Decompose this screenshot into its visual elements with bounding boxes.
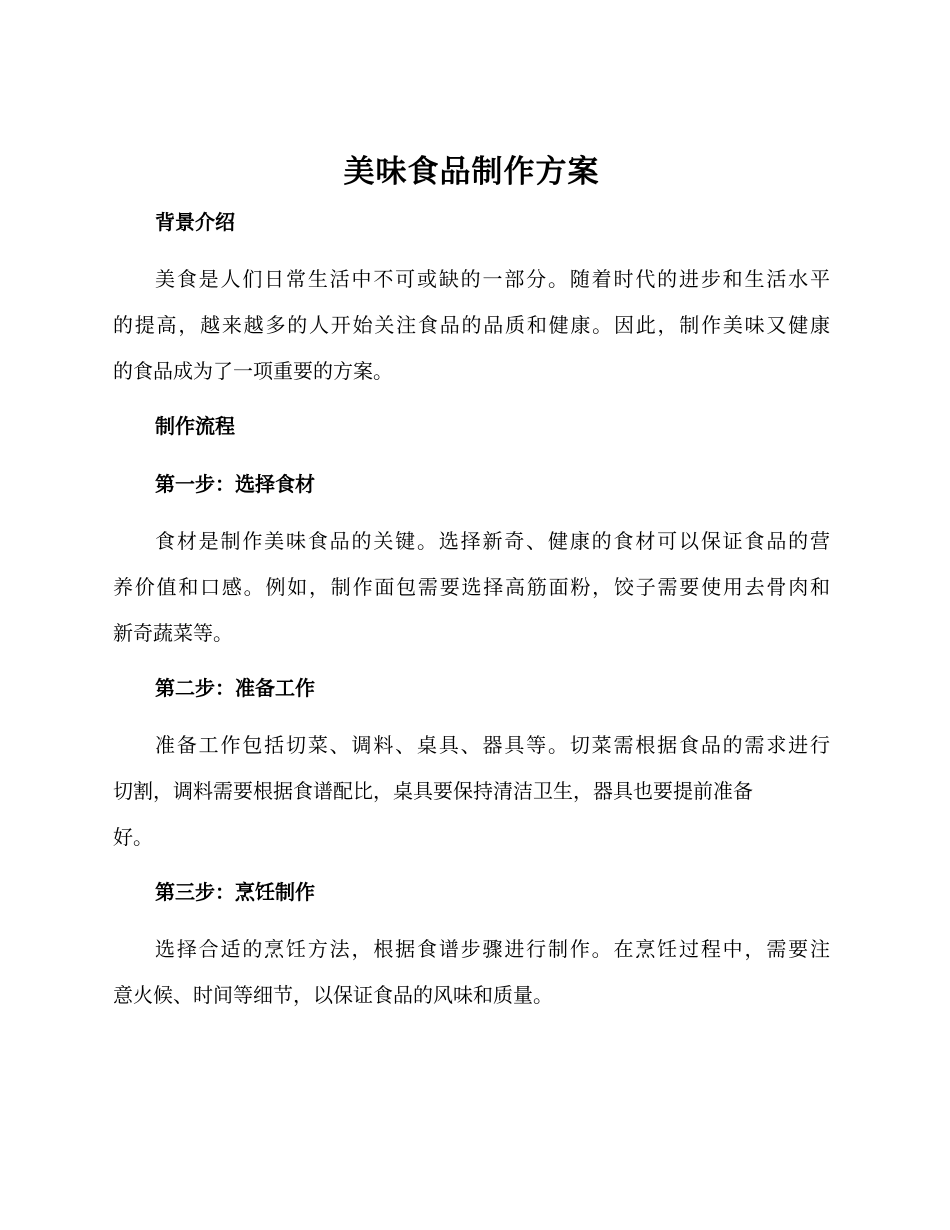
paragraph-step-3 (113, 926, 830, 1018)
section-heading-process: 制作流程 (155, 414, 235, 438)
document-title: 美味食品制作方案 (343, 154, 600, 190)
paragraph-line: 选择合适的烹饪方法，根据食谱步骤进行制作。在烹饪过程中，需要注 (155, 937, 830, 961)
step-heading-2: 第二步：准备工作 (155, 676, 315, 700)
paragraph-step-2 (113, 722, 830, 860)
paragraph-line: 切割，调料需要根据食谱配比，桌具要保持清洁卫生，器具也要提前准备 (113, 779, 753, 803)
paragraph-line: 的食品成为了一项重要的方案。 (113, 359, 393, 383)
paragraph-line: 意火候、时间等细节，以保证食品的风味和质量。 (113, 983, 553, 1007)
paragraph-step-1 (113, 518, 830, 656)
step-heading-3: 第三步：烹饪制作 (155, 880, 315, 904)
paragraph-line: 的提高，越来越多的人开始关注食品的品质和健康。因此，制作美味又健康 (113, 313, 830, 337)
paragraph-line: 食材是制作美味食品的关键。选择新奇、健康的食材可以保证食品的营 (155, 529, 830, 553)
paragraph-line: 新奇蔬菜等。 (113, 621, 233, 645)
paragraph-line: 美食是人们日常生活中不可或缺的一部分。随着时代的进步和生活水平 (155, 267, 830, 291)
step-heading-1: 第一步：选择食材 (155, 472, 315, 496)
paragraph-line: 准备工作包括切菜、调料、桌具、器具等。切菜需根据食品的需求进行 (155, 733, 830, 757)
paragraph-line: 好。 (113, 825, 153, 849)
section-heading-background: 背景介绍 (155, 210, 235, 234)
paragraph-background (113, 256, 830, 394)
paragraph-line: 养价值和口感。例如，制作面包需要选择高筋面粉，饺子需要使用去骨肉和 (113, 575, 830, 599)
